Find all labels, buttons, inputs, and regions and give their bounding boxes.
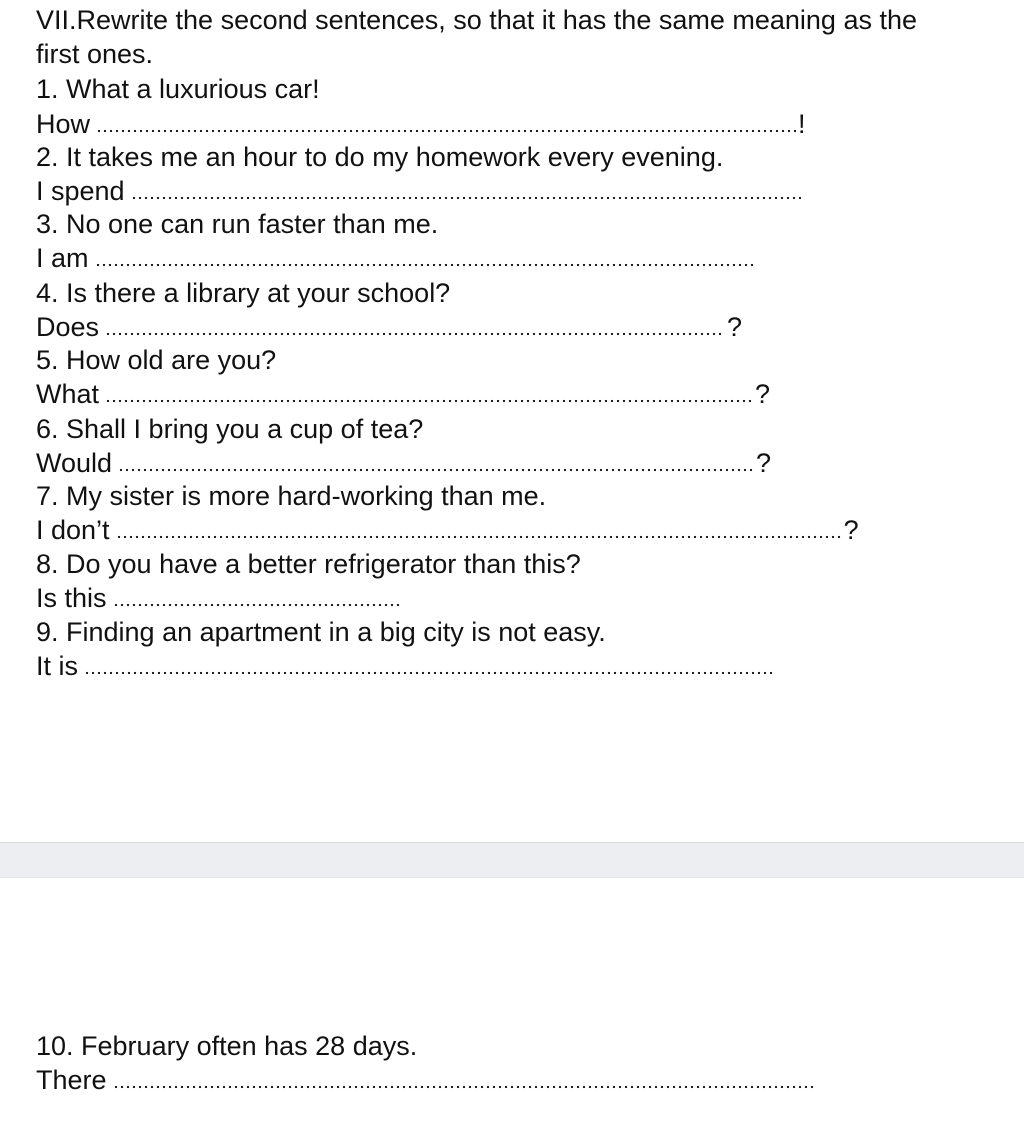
answer-blank[interactable]: [105, 331, 725, 337]
exercise-5-ending: ?: [755, 379, 771, 409]
answer-blank[interactable]: [113, 602, 403, 608]
answer-blank[interactable]: [131, 195, 803, 201]
exercise-8-prompt: Is this: [36, 583, 107, 613]
exercise-6-sentence: 6. Shall I bring you a cup of tea?: [36, 414, 424, 444]
exercise-8-sentence: 8. Do you have a better refrigerator than this?: [36, 549, 581, 579]
exercise-10-prompt: There: [36, 1065, 107, 1095]
exercise-2-sentence: 2. It takes me an hour to do my homework every evening.: [36, 142, 724, 172]
exercise-9-answer-line[interactable]: [36, 650, 776, 683]
answer-blank[interactable]: [105, 398, 753, 404]
page-separator: [0, 842, 1024, 878]
exercise-2-answer-line[interactable]: [36, 175, 805, 208]
exercise-1-answer-line[interactable]: [36, 108, 806, 141]
exercise-4-ending: ?: [727, 312, 743, 342]
exercise-9-sentence: 9. Finding an apartment in a big city is not easy.: [36, 617, 606, 647]
exercise-1-prompt: How: [36, 109, 91, 139]
exercise-5-prompt: What: [36, 379, 100, 409]
answer-blank[interactable]: [118, 467, 754, 473]
exercise-3-sentence: 3. No one can run faster than me.: [36, 209, 439, 239]
exercise-1-sentence: 1. What a luxurious car!: [36, 74, 320, 104]
instruction-line-2: first ones.: [36, 39, 154, 69]
exercise-10-answer-line[interactable]: [36, 1064, 815, 1097]
answer-blank[interactable]: [84, 670, 774, 676]
exercise-7-prompt: I don’t: [36, 515, 110, 545]
exercise-1-ending: !: [798, 109, 806, 139]
exercise-2-prompt: I spend: [36, 176, 125, 206]
exercise-6-prompt: Would: [36, 448, 113, 478]
exercise-4-answer-line[interactable]: [36, 311, 742, 344]
exercise-4-sentence: 4. Is there a library at your school?: [36, 278, 451, 308]
worksheet-page-2: [0, 878, 1024, 1140]
answer-blank[interactable]: [113, 1084, 813, 1090]
exercise-6-answer-line[interactable]: [36, 447, 771, 480]
exercise-3-answer-line[interactable]: [36, 242, 757, 275]
exercise-5-answer-line[interactable]: [36, 378, 770, 411]
exercise-6-ending: ?: [756, 448, 772, 478]
answer-blank[interactable]: [96, 128, 796, 134]
exercise-7-answer-line[interactable]: [36, 514, 859, 547]
exercise-4-prompt: Does: [36, 312, 100, 342]
exercise-3-prompt: I am: [36, 243, 89, 273]
exercise-10-sentence: 10. February often has 28 days.: [36, 1031, 418, 1061]
answer-blank[interactable]: [116, 534, 842, 540]
exercise-5-sentence: 5. How old are you?: [36, 345, 277, 375]
answer-blank[interactable]: [95, 262, 755, 268]
exercise-7-ending: ?: [843, 515, 859, 545]
exercise-9-prompt: It is: [36, 651, 79, 681]
exercise-7-sentence: 7. My sister is more hard-working than me.: [36, 481, 547, 511]
instruction-line-1: VII.Rewrite the second sentences, so that it has the same meaning as the: [36, 5, 917, 35]
exercise-8-answer-line[interactable]: [36, 582, 405, 615]
